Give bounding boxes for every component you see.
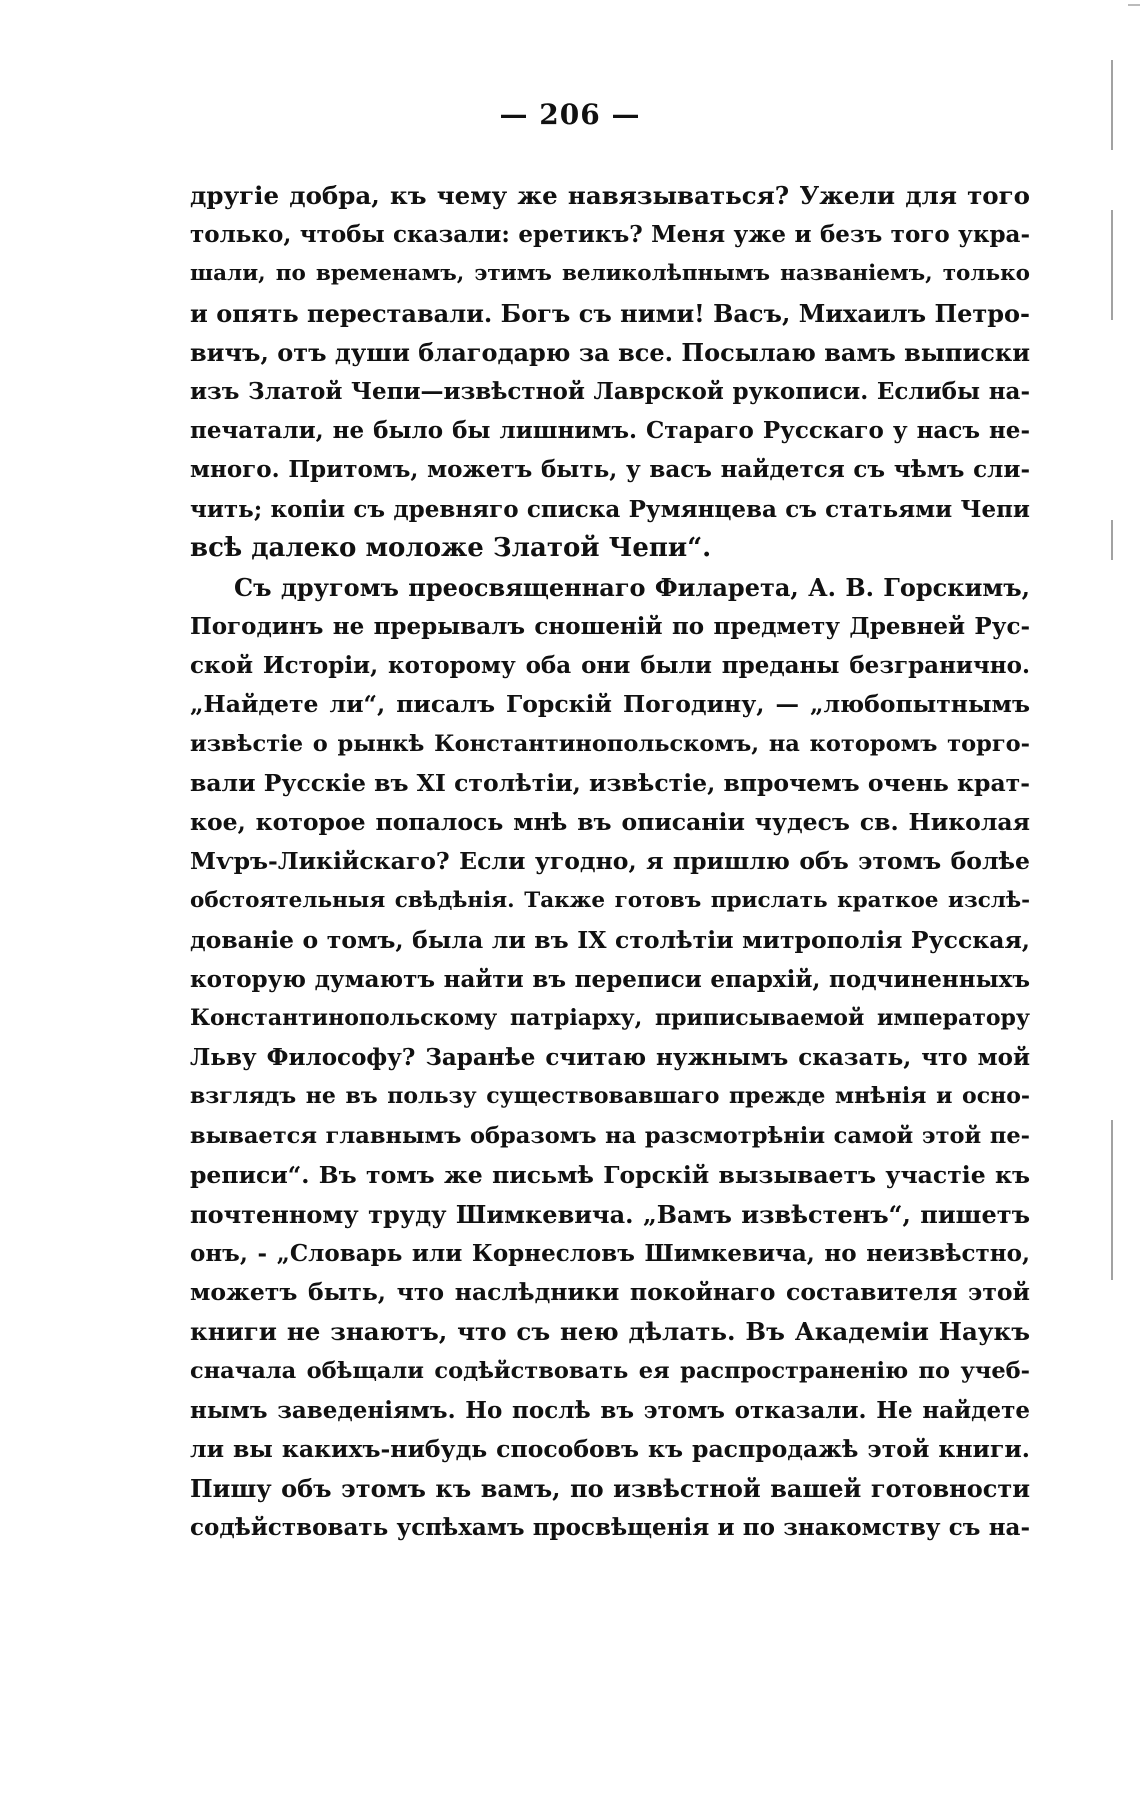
- text-line: кое, которое попалось мнѣ въ описаніи чудесъ св. Николая: [190, 808, 1030, 836]
- text-line: вичъ, отъ души благодарю за все. Посылаю вамъ выписки: [190, 337, 1030, 367]
- text-line: много. Притомъ, можетъ быть, у васъ найдется съ чѣмъ сли-: [190, 456, 1030, 484]
- text-line: печатали, не было бы лишнимъ. Стараго Русскаго у насъ не-: [190, 417, 1030, 445]
- text-line: Пишу объ этомъ къ вамъ, по извѣстной вашей готовности: [190, 1474, 1030, 1504]
- scan-edge-line: [1111, 520, 1113, 560]
- text-line: ли вы какихъ-нибудь способовъ къ распродажѣ этой книги.: [190, 1435, 1030, 1463]
- text-line: другіе добра, къ чему же навязываться? Ужели для того: [190, 181, 1030, 210]
- text-line-paragraph-end: всѣ далеко моложе Златой Чепи“.: [190, 532, 712, 563]
- text-line: которую думаютъ найти въ переписи епархій, подчиненныхъ: [190, 965, 1030, 993]
- text-line: содѣйствовать успѣхамъ просвѣщенія и по знакомству съ на-: [190, 1514, 1030, 1542]
- scan-edge-line: [1111, 1120, 1113, 1280]
- page-number: — 206 —: [499, 98, 641, 131]
- text-line: вывается главнымъ образомъ на разсмотрѣніи самой этой пе-: [190, 1122, 1030, 1149]
- scan-edge-mark: [1128, 0, 1140, 6]
- text-line: чить; копіи съ древняго списка Румянцева съ статьями Чепи: [190, 495, 1030, 523]
- text-line: извѣстіе о рынкѣ Константинопольскомъ, на которомъ торго-: [190, 730, 1030, 757]
- text-line: только, чтобы сказали: еретикъ? Меня уже и безъ того укра-: [190, 221, 1030, 249]
- text-line: книги не знаютъ, что съ нею дѣлать. Въ Академіи Наукъ: [190, 1317, 1030, 1347]
- text-line: онъ, - „Словарь или Корнесловъ Шимкевича, но неизвѣстно,: [190, 1240, 1030, 1268]
- text-line: дованіе о томъ, была ли въ IX столѣтіи митрополія Русская,: [190, 925, 1030, 954]
- text-line: обстоятельныя свѣдѣнія. Также готовъ прислать краткое изслѣ-: [190, 888, 1030, 914]
- text-line: можетъ быть, что наслѣдники покойнаго составителя этой: [190, 1278, 1030, 1307]
- text-line: почтенному труду Шимкевича. „Вамъ извѣстенъ“, пишетъ: [190, 1199, 1030, 1229]
- body-text: [190, 176, 1030, 1548]
- text-line: и опять переставали. Богъ съ ними! Васъ, Михаилъ Петро-: [190, 298, 1030, 328]
- text-line: вали Русскіе въ XI столѣтіи, извѣстіе, впрочемъ очень крат-: [190, 768, 1030, 797]
- text-line: Мѵръ-Ликійскаго? Если угодно, я пришлю объ этомъ болѣе: [190, 847, 1030, 876]
- text-line: Льву Философу? Заранѣе считаю нужнымъ сказать, что мой: [190, 1044, 1030, 1072]
- text-line: Погодинъ не прерывалъ сношеній по предмету Древней Рус-: [190, 613, 1030, 641]
- text-line: шали, по временамъ, этимъ великолѣпнымъ названіемъ, только: [190, 261, 1030, 287]
- text-line: „Найдете ли“, писалъ Горскій Погодину, — „любопытнымъ: [190, 690, 1030, 719]
- text-line-paragraph-start: Съ другомъ преосвященнаго Филарета, А. В. Горскимъ,: [234, 572, 1030, 602]
- text-line: взглядъ не въ пользу существовавшаго прежде мнѣнія и осно-: [190, 1083, 1030, 1110]
- text-line: сначала обѣщали содѣйствовать ея распространенію по учеб-: [190, 1357, 1030, 1384]
- scan-edge-line: [1111, 210, 1113, 320]
- text-line: нымъ заведеніямъ. Но послѣ въ этомъ отказали. Не найдете: [190, 1396, 1030, 1424]
- text-line: изъ Златой Чепи—извѣстной Лаврской рукописи. Еслибы на-: [190, 377, 1030, 405]
- text-line: реписи“. Въ томъ же письмѣ Горскій вызываетъ участіе къ: [190, 1160, 1030, 1189]
- text-line: Константинопольскому патріарху, приписываемой императору: [190, 1004, 1030, 1031]
- text-line: ской Исторіи, которому оба они были преданы безгранично.: [190, 652, 1030, 680]
